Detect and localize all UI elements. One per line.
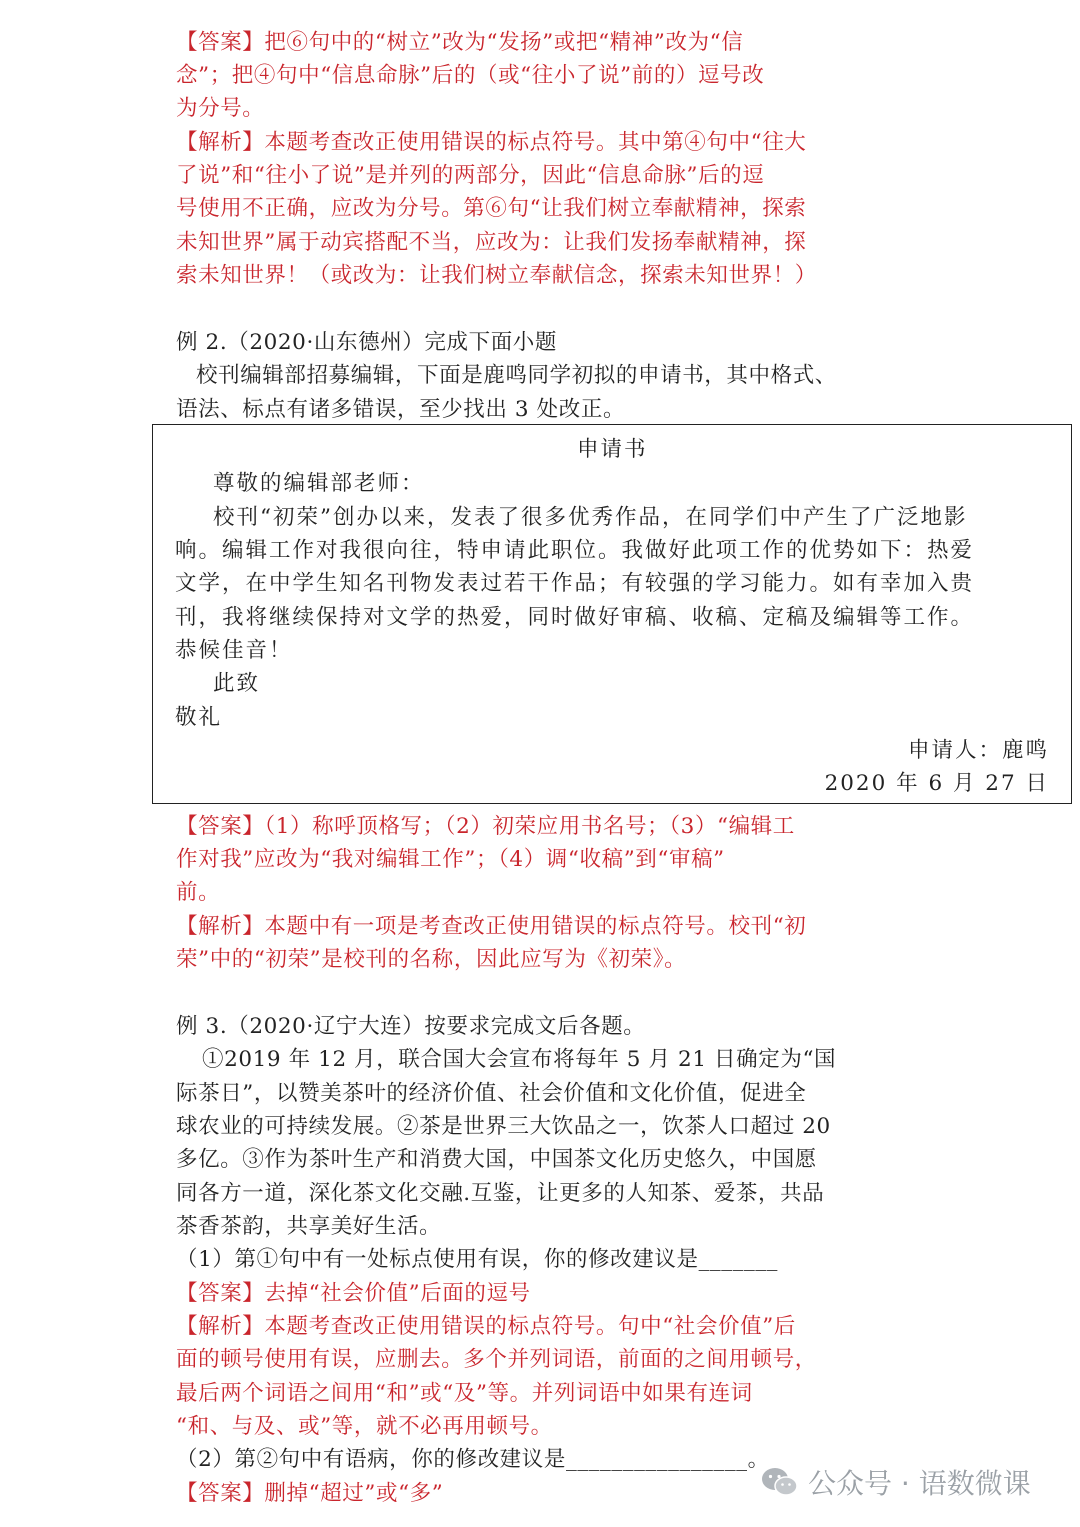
watermark-text: 公众号 · 语数微课 — [808, 1467, 1031, 1500]
ex2-analysis-line-1: 【解析】本题中有一项是考查改正使用错误的标点符号。校刊“初 — [176, 914, 807, 939]
ex3-passage-line-1: ①2019 年 12 月，联合国大会宣布将每年 5 月 21 日确定为“国 — [202, 1047, 837, 1072]
ex1-answer-line-1: 【答案】把⑥句中的“树立”改为“发扬”或把“精神”改为“信 — [176, 30, 744, 55]
ex2-analysis-line-2: 荣”中的“初荣”是校刊的名称，因此应写为《初荣》。 — [176, 947, 687, 972]
ex2-answer-line-3: 前。 — [176, 880, 221, 905]
letter-heading: 申请书 — [577, 437, 648, 462]
letter-salutation: 尊敬的编辑部老师： — [213, 471, 425, 496]
ex3-title: 例 3.（2020·辽宁大连）按要求完成文后各题。 — [176, 1014, 646, 1039]
ex1-analysis-line-4: 未知世界”属于动宾搭配不当，应改为：让我们发扬奉献精神，探 — [176, 230, 807, 255]
watermark — [760, 1462, 1031, 1502]
letter-closing-2: 敬礼 — [175, 705, 223, 730]
ex3-q1-analysis-line-4: “和、与及、或”等，就不必再用顿号。 — [176, 1414, 553, 1439]
answer-tag: 【答案】 — [176, 30, 265, 55]
answer-tag: 【答案】 — [176, 1281, 265, 1306]
letter-body-line-5: 恭候佳音！ — [175, 638, 293, 663]
ex3-q1-answer: 【答案】去掉“社会价值”后面的逗号 — [176, 1281, 531, 1306]
letter-signature: 申请人：鹿鸣 — [907, 738, 1049, 763]
letter-date: 2020 年 6 月 27 日 — [824, 771, 1049, 796]
ex2-answer-line-1: 【答案】（1）称呼顶格写；（2）初荣应用书名号；（3）“编辑工 — [176, 814, 795, 839]
ex3-q1-analysis-line-1: 【解析】本题考查改正使用错误的标点符号。句中“社会价值”后 — [176, 1314, 796, 1339]
ex1-answer-line-2: 念”；把④句中“信息命脉”后的（或“往小了说”前的）逗号改 — [176, 63, 765, 88]
ex3-passage-line-3: 球农业的可持续发展。②茶是世界三大饮品之一，饮茶人口超过 20 — [176, 1114, 831, 1139]
letter-closing-1: 此致 — [213, 671, 261, 696]
answer-tag: 【答案】 — [176, 1481, 265, 1506]
analysis-tag: 【解析】 — [176, 914, 265, 939]
ex3-passage-line-2: 际茶日”，以赞美茶叶的经济价值、社会价值和文化价值，促进全 — [176, 1081, 807, 1106]
ex1-analysis-line-3: 号使用不正确，应改为分号。第⑥句“让我们树立奉献精神，探索 — [176, 196, 807, 221]
ex3-passage-line-5: 同各方一道，深化茶文化交融.互鉴，让更多的人知茶、爱茶，共品 — [176, 1181, 825, 1206]
ex3-passage-line-6: 茶香茶韵，共享美好生活。 — [176, 1214, 442, 1239]
letter-body-line-2: 响。编辑工作对我很向往，特申请此职位。我做好此项工作的优势如下：热爱 — [175, 538, 975, 563]
ex3-passage-line-4: 多亿。③作为茶叶生产和消费大国，中国茶文化历史悠久，中国愿 — [176, 1147, 817, 1172]
ex3-q1-analysis-line-2: 面的顿号使用有误，应删去。多个并列词语，前面的之间用顿号， — [176, 1347, 817, 1372]
ex3-q1-analysis-line-3: 最后两个词语之间用“和”或“及”等。并列词语中如果有连词 — [176, 1381, 753, 1406]
ex1-answer-line-3: 为分号。 — [176, 96, 265, 121]
letter-body-line-4: 刊，我将继续保持对文学的热爱，同时做好审稿、收稿、定稿及编辑等工作。 — [175, 605, 975, 630]
letter-body-line-3: 文学，在中学生知名刊物发表过若干作品；有较强的学习能力。如有幸加入贵 — [175, 571, 975, 596]
ex2-intro-line-2: 语法、标点有诸多错误，至少找出 3 处改正。 — [176, 397, 626, 422]
analysis-tag: 【解析】 — [176, 1314, 265, 1339]
analysis-tag: 【解析】 — [176, 130, 265, 155]
ex2-intro-line-1: 校刊编辑部招募编辑，下面是鹿鸣同学初拟的申请书，其中格式、 — [196, 363, 837, 388]
ex1-analysis-line-1: 【解析】本题考查改正使用错误的标点符号。其中第④句中“往大 — [176, 130, 807, 155]
ex1-analysis-line-5: 索未知世界！（或改为：让我们树立奉献信念，探索未知世界！） — [176, 263, 817, 288]
ex1-analysis-line-2: 了说”和“往小了说”是并列的两部分，因此“信息命脉”后的逗 — [176, 163, 765, 188]
ex2-answer-line-2: 作对我”应改为“我对编辑工作”；（4）调“收稿”到“审稿” — [176, 847, 725, 872]
letter-body-line-1: 校刊“初荣”创办以来，发表了很多优秀作品，在同学们中产生了广泛地影 — [213, 505, 968, 530]
ex3-question-1: （1）第①句中有一处标点使用有误，你的修改建议是_______ — [176, 1247, 779, 1272]
wechat-icon — [760, 1465, 800, 1499]
ex3-q2-answer: 【答案】删掉“超过”或“多” — [176, 1481, 444, 1506]
answer-tag: 【答案】 — [176, 814, 265, 839]
ex2-title: 例 2.（2020·山东德州）完成下面小题 — [176, 330, 557, 355]
ex3-question-2: （2）第②句中有语病，你的修改建议是________________。 — [176, 1447, 770, 1472]
letter-box — [152, 424, 1072, 804]
